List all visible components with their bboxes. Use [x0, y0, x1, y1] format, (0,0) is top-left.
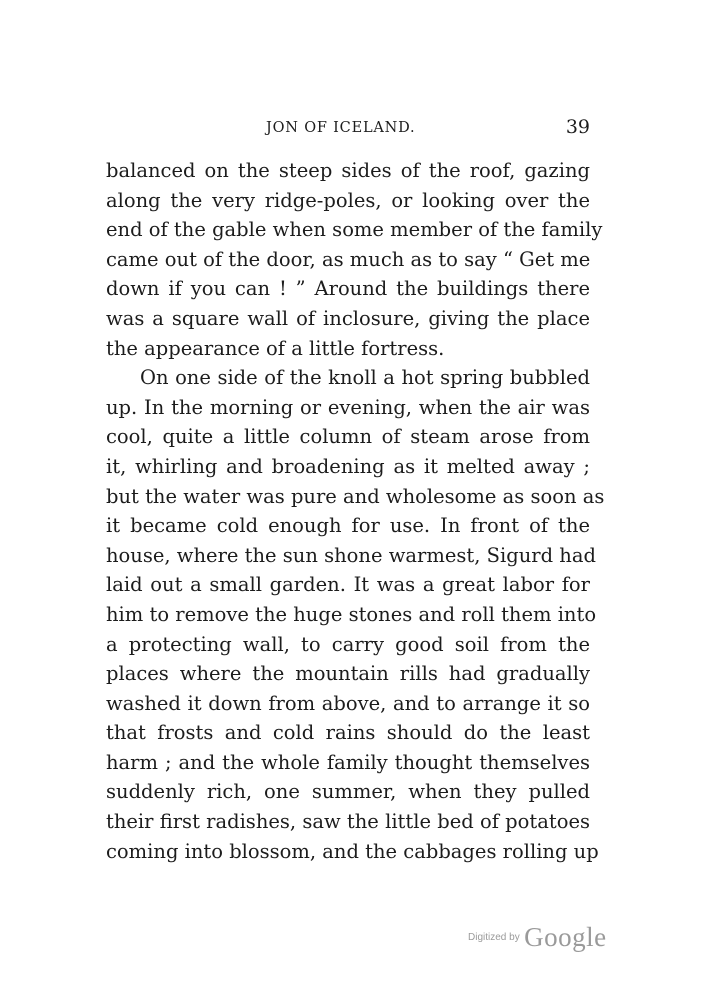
text-line: came out of the door, as much as to say “ Get me: [106, 247, 591, 271]
text-line-paragraph-start: On one side of the knoll a hot spring bubbled: [140, 366, 590, 390]
text-line: end of the gable when some member of the family: [106, 218, 603, 242]
text-line: it became cold enough for use. In front of the: [106, 514, 590, 538]
body-text: [106, 156, 605, 866]
text-line: the appearance of a little fortress.: [106, 336, 445, 360]
text-line: washed it down from above, and to arrange it so: [106, 691, 590, 715]
text-line: cool, quite a little column of steam arose from: [106, 425, 590, 449]
text-line: suddenly rich, one summer, when they pulled: [106, 780, 590, 804]
text-line: a protecting wall, to carry good soil from the: [106, 632, 590, 656]
text-line: balanced on the steep sides of the roof, gazing: [106, 159, 590, 182]
running-head: [106, 117, 590, 139]
text-line: laid out a small garden. It was a great labor for: [106, 573, 590, 597]
text-line: it, whirling and broadening as it melted away ;: [106, 454, 590, 478]
text-line: coming into blossom, and the cabbages rolling up: [106, 839, 599, 863]
text-line: was a square wall of inclosure, giving the place: [106, 306, 590, 330]
watermark-brand: Google: [524, 922, 607, 952]
digitized-by-watermark: [468, 922, 607, 952]
text-line: house, where the sun shone warmest, Sigurd had: [106, 543, 596, 567]
text-line: their first radishes, saw the little bed of potatoes: [106, 810, 590, 834]
text-line: that frosts and cold rains should do the least: [106, 721, 590, 745]
text-line: but the water was pure and wholesome as soon as: [106, 484, 605, 508]
text-line: up. In the morning or evening, when the air was: [106, 395, 590, 419]
watermark-prefix: Digitized by: [468, 932, 520, 943]
text-line: down if you can ! ” Around the buildings there: [106, 277, 590, 301]
text-line: harm ; and the whole family thought themselves: [106, 750, 590, 774]
text-line: places where the mountain rills had gradually: [106, 662, 590, 686]
text-line: him to remove the huge stones and roll them into: [106, 602, 597, 626]
running-title: JON OF ICELAND.: [266, 120, 416, 136]
text-line: along the very ridge-poles, or looking over the: [106, 188, 590, 212]
page-number: 39: [565, 116, 590, 138]
